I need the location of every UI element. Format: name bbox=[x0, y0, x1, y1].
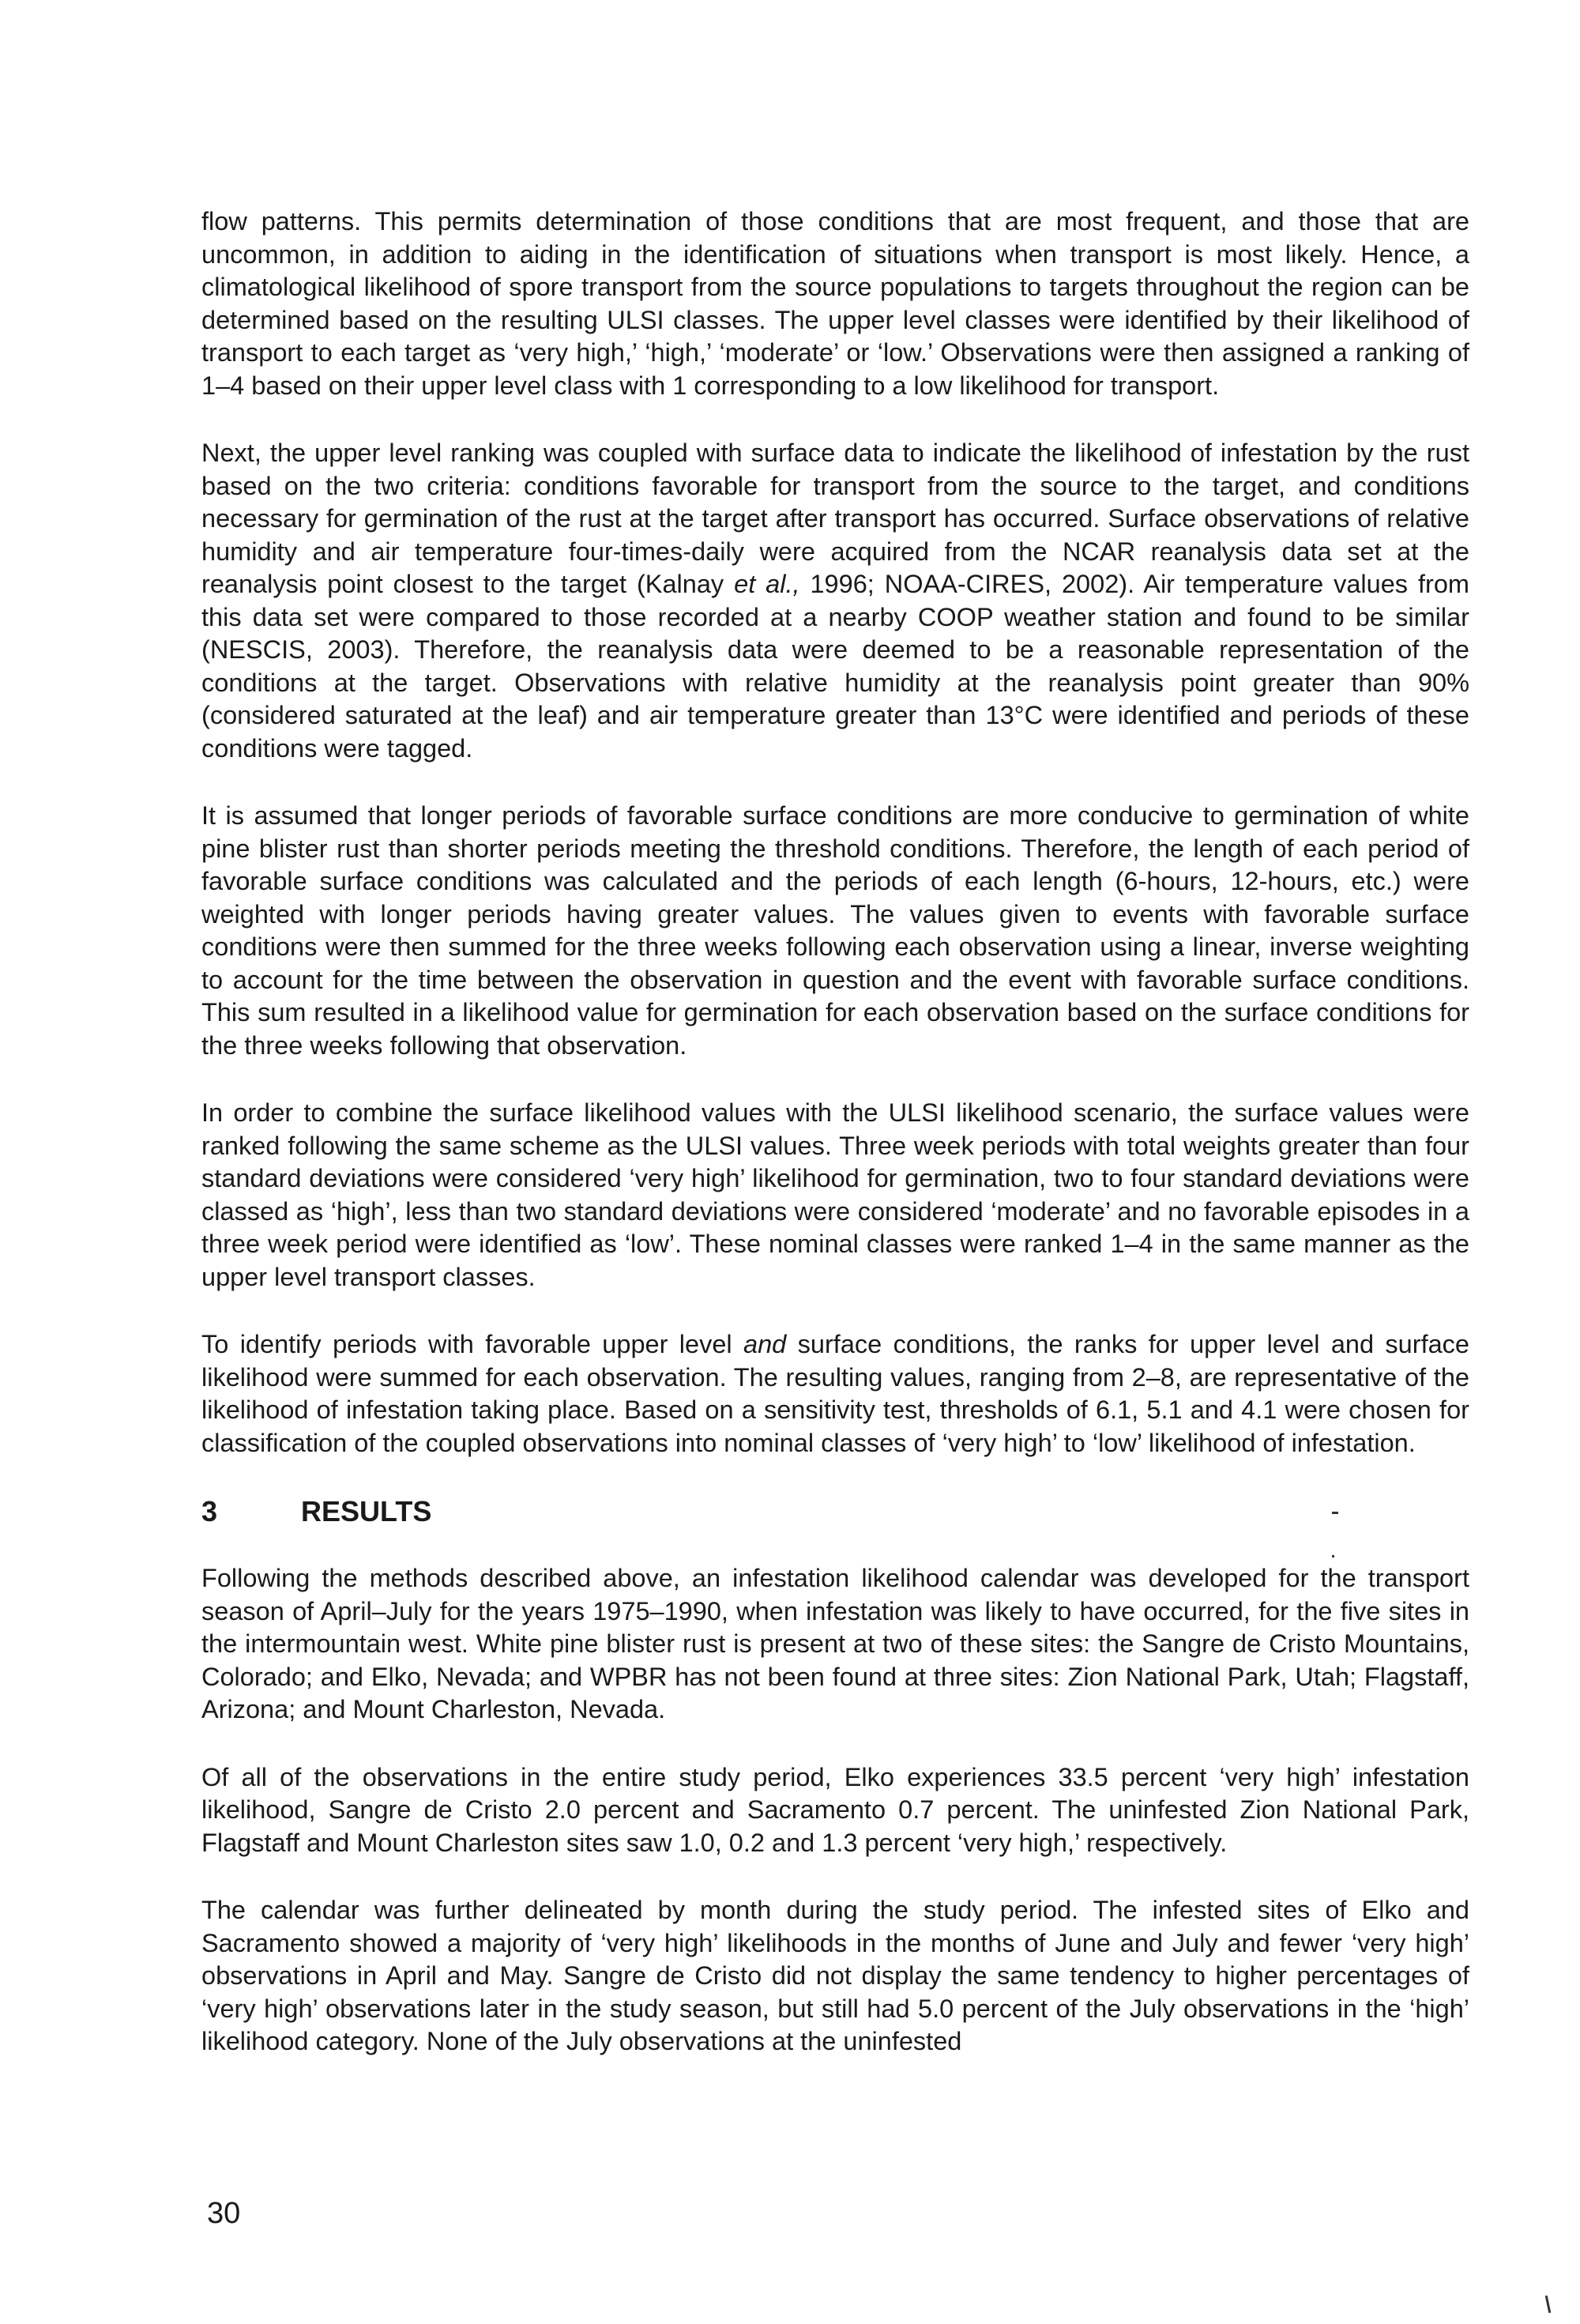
paragraph-observation-percentages: Of all of the observations in the entire study period, Elko experiences 33.5 percent ‘very high’ infestation likelihood, Sangre de Cristo 2.0 percent and Sacramento 0.7 percent. The uninfested Zion National Park, Flagstaff and Mount Charleston sites saw 1.0, 0.2 and 1.3 percent ‘very high,’ respectively. bbox=[201, 1762, 1469, 1857]
text-run: Next, the upper level ranking was coupled with surface data to indicate the likelihood of infestation by the rust based on the two criteria: conditions favorable for transport from the source to the target, and conditions necessary for germination of the rust at the target after transport has occurred. Surface observations of relative humidity and air temperature four-times-daily were acquired from the NCAR reanalysis data set at the reanalysis point closest to the target (Kalnay bbox=[201, 439, 1469, 598]
scan-speck bbox=[1332, 1512, 1338, 1514]
scan-speck bbox=[1332, 1555, 1334, 1557]
italic-text: et al., bbox=[734, 570, 800, 598]
section-title: RESULTS bbox=[301, 1495, 432, 1527]
section-number: 3 bbox=[201, 1495, 218, 1527]
text-run: 1996; NOAA-CIRES, 2002). Air temperature values from this data set were compared to those recorded at a nearby COOP weather station and found to be similar (NESCIS, 2003). Therefore, the reanalysis data were deemed to be a reasonable representation of the conditions at the target. Observations with relative humidity at the reanalysis point greater than 90% (considered saturated at the leaf) and air temperature greater than 13°C were identified and periods of these conditions were tagged. bbox=[201, 570, 1469, 763]
text-run: surface conditions, the ranks for upper level and surface likelihood were summed for each observation. The resulting values, ranging from 2–8, are representative of the likelihood of infestation taking place. Based on a sensitivity test, thresholds of 6.1, 5.1 and 4.1 were chosen for classification of the coupled observations into nominal classes of ‘very high’ to ‘low’ likelihood of infestation. bbox=[201, 1330, 1470, 1457]
paragraph-monthly-delineation: The calendar was further delineated by month during the study period. The infested sites of Elko and Sacramento showed a majority of ‘very high’ likelihoods in the months of June and July and fewer ‘very high’ observations in April and May. Sangre de Cristo did not display the same tendency to higher percentages of ‘very high’ observations later in the study season, but still had 5.0 percent of the July observations in the ‘high’ likelihood category. None of the July observations at the uninfested bbox=[201, 1896, 1469, 2055]
page-body bbox=[201, 205, 1469, 2093]
paragraph-upper-level-ranking bbox=[201, 437, 1469, 765]
section-heading bbox=[201, 1494, 1469, 1529]
paragraph-flow-patterns: flow patterns. This permits determination of those conditions that are most frequent, and those that are uncommon, in addition to aiding in the identification of situations when transport is most likely. Hence, a climatological likelihood of spore transport from the source populations to targets throughout the region can be determined based on the resulting ULSI classes. The upper level classes were identified by their likelihood of transport to each target as ‘very high,’ ‘high,’ ‘moderate’ or ‘low.’ Observations were then assigned a ranking of 1–4 based on their upper level class with 1 corresponding to a low likelihood for transport. bbox=[201, 207, 1469, 400]
scan-speck bbox=[1545, 2296, 1552, 2313]
paragraph-coupled-ranks bbox=[201, 1328, 1469, 1460]
paragraph-surface-likelihood: In order to combine the surface likelihood values with the ULSI likelihood scenario, the surface values were ranked following the same scheme as the ULSI values. Three week periods with total weights greater than four standard deviations were considered ‘very high’ likelihood for germination, two to four standard deviations were classed as ‘high’, less than two standard deviations were considered ‘moderate’ and no favorable episodes in a three week period were identified as ‘low’. These nominal classes were ranked 1–4 in the same manner as the upper level transport classes. bbox=[201, 1098, 1469, 1291]
italic-text: and bbox=[743, 1330, 787, 1358]
paragraph-calendar-methods: Following the methods described above, an infestation likelihood calendar was developed for the transport season of April–July for the years 1975–1990, when infestation was likely to have occurred, for the five sites in the intermountain west. White pine blister rust is present at two of these sites: the Sangre de Cristo Mountains, Colorado; and Elko, Nevada; and WPBR has not been found at three sites: Zion National Park, Utah; Flagstaff, Arizona; and Mount Charleston, Nevada. bbox=[201, 1564, 1469, 1723]
paragraph-favorable-periods: It is assumed that longer periods of favorable surface conditions are more conducive to germination of white pine blister rust than shorter periods meeting the threshold conditions. Therefore, the length of each period of favorable surface conditions was calculated and the periods of each length (6-hours, 12-hours, etc.) were weighted with longer periods having greater values. The values given to events with favorable surface conditions were then summed for the three weeks following each observation using a linear, inverse weighting to account for the time between the observation in question and the event with favorable surface conditions. This sum resulted in a likelihood value for germination for each observation based on the surface conditions for the three weeks following that observation. bbox=[201, 801, 1469, 1060]
text-run: To identify periods with favorable upper level bbox=[201, 1330, 744, 1358]
page-number: 30 bbox=[207, 2197, 241, 2230]
